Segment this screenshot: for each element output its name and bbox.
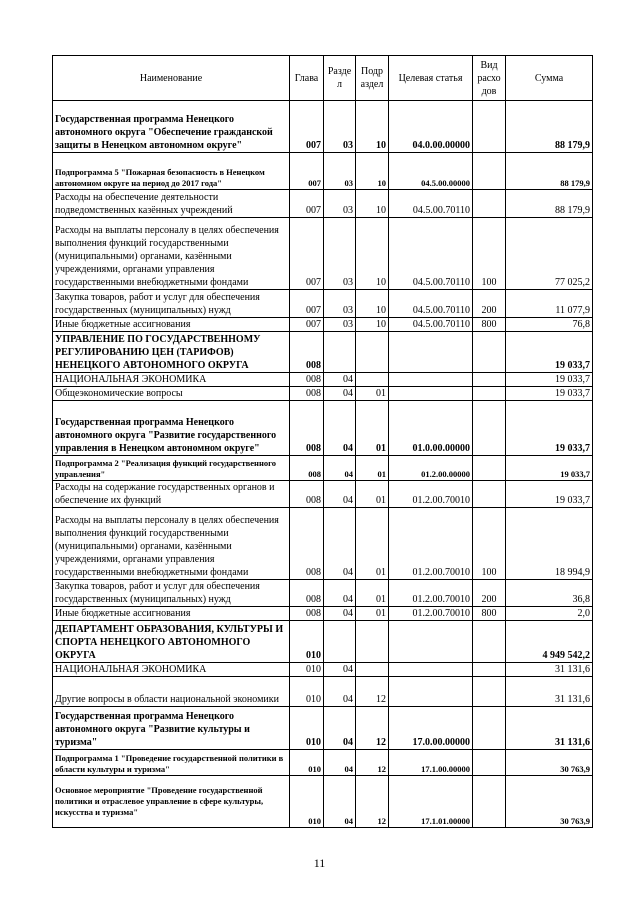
cell-podrazdel: 12 (356, 677, 389, 707)
cell-vr (473, 401, 506, 456)
cell-glava: 010 (290, 677, 324, 707)
cell-glava: 008 (290, 373, 324, 387)
cell-glava: 010 (290, 750, 324, 776)
cell-vr (473, 663, 506, 677)
cell-csr: 01.2.00.00000 (389, 456, 473, 481)
cell-glava: 008 (290, 481, 324, 508)
cell-podrazdel: 10 (356, 318, 389, 332)
cell-name: Расходы на содержание государственных органов и обеспечение их функций (53, 481, 290, 508)
cell-name: Расходы на обеспечение деятельности подведомственных казённых учреждений (53, 190, 290, 218)
page-number: 11 (313, 856, 326, 870)
cell-csr (389, 332, 473, 373)
cell-sum: 31 131,6 (506, 663, 593, 677)
table-row (53, 332, 593, 373)
cell-razdel: 04 (324, 481, 356, 508)
cell-podrazdel: 12 (356, 707, 389, 750)
cell-podrazdel: 01 (356, 387, 389, 401)
cell-razdel: 03 (324, 218, 356, 290)
cell-name: Подпрограмма 2 "Реализация функций государственного управления" (53, 456, 290, 481)
cell-csr: 01.2.00.70010 (389, 580, 473, 607)
table-row (53, 621, 593, 663)
cell-podrazdel: 10 (356, 218, 389, 290)
cell-name: Расходы на выплаты персоналу в целях обеспечения выполнения функций государственными (муниципальными) органами, казёнными учреждениями, органами управления государственными внебюджетными фондами (53, 508, 290, 580)
table-row (53, 677, 593, 707)
cell-glava: 007 (290, 290, 324, 318)
table-row (53, 153, 593, 190)
cell-name: Основное мероприятие "Проведение государственной политики и отраслевое управление в сфере культуры, искусства и туризма" (53, 776, 290, 828)
cell-vr: 200 (473, 290, 506, 318)
cell-name: Государственная программа Ненецкого автономного округа "Обеспечение гражданской защиты в Ненецком автономном округе" (53, 101, 290, 153)
cell-razdel: 04 (324, 776, 356, 828)
cell-razdel: 04 (324, 607, 356, 621)
table-row (53, 580, 593, 607)
cell-glava: 008 (290, 607, 324, 621)
cell-csr (389, 663, 473, 677)
table-row (53, 456, 593, 481)
cell-vr (473, 707, 506, 750)
table-row (53, 101, 593, 153)
cell-podrazdel: 10 (356, 290, 389, 318)
cell-vr: 800 (473, 607, 506, 621)
cell-csr: 01.2.00.70010 (389, 481, 473, 508)
cell-vr: 200 (473, 580, 506, 607)
cell-name: НАЦИОНАЛЬНАЯ ЭКОНОМИКА (53, 663, 290, 677)
cell-name: УПРАВЛЕНИЕ ПО ГОСУДАРСТВЕННОМУ РЕГУЛИРОВАНИЮ ЦЕН (ТАРИФОВ) НЕНЕЦКОГО АВТОНОМНОГО ОКРУГА (53, 332, 290, 373)
cell-podrazdel (356, 663, 389, 677)
cell-csr (389, 621, 473, 663)
cell-podrazdel: 10 (356, 190, 389, 218)
col-header-csr: Целевая статья (389, 56, 473, 101)
cell-razdel: 03 (324, 318, 356, 332)
cell-name: Расходы на выплаты персоналу в целях обеспечения выполнения функций государственными (муниципальными) органами, казёнными учреждениями, органами управления государственными внебюджетными фондами (53, 218, 290, 290)
cell-name: Закупка товаров, работ и услуг для обеспечения государственных (муниципальных) нужд (53, 580, 290, 607)
cell-name: Закупка товаров, работ и услуг для обеспечения государственных (муниципальных) нужд (53, 290, 290, 318)
cell-razdel: 04 (324, 508, 356, 580)
cell-sum: 18 994,9 (506, 508, 593, 580)
table-row (53, 707, 593, 750)
cell-name: Другие вопросы в области национальной экономики (53, 677, 290, 707)
cell-sum: 19 033,7 (506, 387, 593, 401)
col-header-vr: Вид расхо дов (473, 56, 506, 101)
cell-csr: 04.5.00.70110 (389, 190, 473, 218)
cell-razdel: 03 (324, 290, 356, 318)
cell-sum: 19 033,7 (506, 401, 593, 456)
table-header-row (53, 56, 593, 101)
cell-glava: 007 (290, 318, 324, 332)
cell-glava: 008 (290, 401, 324, 456)
cell-csr: 04.5.00.70110 (389, 218, 473, 290)
table-row (53, 776, 593, 828)
cell-sum: 30 763,9 (506, 776, 593, 828)
cell-csr: 01.2.00.70010 (389, 508, 473, 580)
cell-glava: 010 (290, 776, 324, 828)
cell-csr (389, 387, 473, 401)
cell-name: ДЕПАРТАМЕНТ ОБРАЗОВАНИЯ, КУЛЬТУРЫ И СПОРТА НЕНЕЦКОГО АВТОНОМНОГО ОКРУГА (53, 621, 290, 663)
cell-sum: 11 077,9 (506, 290, 593, 318)
cell-podrazdel: 12 (356, 750, 389, 776)
cell-sum: 76,8 (506, 318, 593, 332)
cell-podrazdel: 10 (356, 153, 389, 190)
cell-vr: 100 (473, 218, 506, 290)
cell-vr (473, 776, 506, 828)
cell-vr (473, 101, 506, 153)
cell-glava: 010 (290, 707, 324, 750)
cell-glava: 010 (290, 663, 324, 677)
cell-name: Иные бюджетные ассигнования (53, 607, 290, 621)
cell-podrazdel: 01 (356, 580, 389, 607)
cell-name: Государственная программа Ненецкого автономного округа "Развитие культуры и туризма" (53, 707, 290, 750)
cell-csr: 04.5.00.70110 (389, 290, 473, 318)
cell-name: Подпрограмма 5 "Пожарная безопасность в Ненецком автономном округе на период до 2017 года" (53, 153, 290, 190)
cell-name: НАЦИОНАЛЬНАЯ ЭКОНОМИКА (53, 373, 290, 387)
cell-sum: 4 949 542,2 (506, 621, 593, 663)
cell-vr (473, 387, 506, 401)
cell-razdel: 04 (324, 580, 356, 607)
cell-vr: 800 (473, 318, 506, 332)
cell-razdel: 04 (324, 750, 356, 776)
cell-vr: 100 (473, 508, 506, 580)
cell-glava: 008 (290, 387, 324, 401)
cell-vr (473, 677, 506, 707)
cell-podrazdel: 01 (356, 456, 389, 481)
cell-name: Общеэкономические вопросы (53, 387, 290, 401)
cell-razdel: 03 (324, 153, 356, 190)
cell-vr (473, 750, 506, 776)
table-row (53, 401, 593, 456)
cell-csr (389, 677, 473, 707)
cell-razdel: 04 (324, 373, 356, 387)
cell-podrazdel (356, 332, 389, 373)
cell-csr: 04.5.00.70110 (389, 318, 473, 332)
cell-csr: 17.0.00.00000 (389, 707, 473, 750)
table-row (53, 607, 593, 621)
col-header-glava: Глава (290, 56, 324, 101)
cell-razdel: 04 (324, 456, 356, 481)
cell-csr (389, 373, 473, 387)
cell-name: Государственная программа Ненецкого автономного округа "Развитие государственного управления в Ненецком автономном округе" (53, 401, 290, 456)
table-row (53, 318, 593, 332)
cell-vr (473, 621, 506, 663)
cell-glava: 007 (290, 101, 324, 153)
cell-podrazdel: 01 (356, 508, 389, 580)
cell-sum: 88 179,9 (506, 153, 593, 190)
cell-podrazdel: 10 (356, 101, 389, 153)
cell-sum: 36,8 (506, 580, 593, 607)
table-row (53, 750, 593, 776)
table-row (53, 373, 593, 387)
cell-sum: 31 131,6 (506, 677, 593, 707)
cell-razdel: 03 (324, 101, 356, 153)
cell-razdel (324, 621, 356, 663)
cell-sum: 88 179,9 (506, 101, 593, 153)
cell-vr (473, 332, 506, 373)
cell-glava: 008 (290, 580, 324, 607)
cell-csr: 17.1.00.00000 (389, 750, 473, 776)
cell-podrazdel: 01 (356, 607, 389, 621)
cell-sum: 77 025,2 (506, 218, 593, 290)
cell-razdel (324, 332, 356, 373)
cell-csr: 01.0.00.00000 (389, 401, 473, 456)
cell-podrazdel (356, 621, 389, 663)
cell-podrazdel: 12 (356, 776, 389, 828)
cell-vr (473, 456, 506, 481)
cell-name: Подпрограмма 1 "Проведение государственной политики в области культуры и туризма" (53, 750, 290, 776)
cell-sum: 19 033,7 (506, 373, 593, 387)
cell-vr (473, 153, 506, 190)
cell-sum: 88 179,9 (506, 190, 593, 218)
cell-podrazdel: 01 (356, 401, 389, 456)
table-row (53, 387, 593, 401)
cell-glava: 007 (290, 153, 324, 190)
cell-csr: 17.1.01.00000 (389, 776, 473, 828)
col-header-podrazdel: Подр аздел (356, 56, 389, 101)
cell-vr (473, 373, 506, 387)
cell-razdel: 04 (324, 707, 356, 750)
col-header-razdel: Разде л (324, 56, 356, 101)
cell-csr: 04.5.00.00000 (389, 153, 473, 190)
cell-podrazdel (356, 373, 389, 387)
cell-glava: 008 (290, 508, 324, 580)
cell-glava: 008 (290, 456, 324, 481)
cell-glava: 010 (290, 621, 324, 663)
cell-glava: 007 (290, 190, 324, 218)
cell-sum: 31 131,6 (506, 707, 593, 750)
cell-sum: 19 033,7 (506, 481, 593, 508)
cell-podrazdel: 01 (356, 481, 389, 508)
cell-razdel: 04 (324, 677, 356, 707)
table-row (53, 481, 593, 508)
table-row (53, 290, 593, 318)
col-header-name: Наименование (53, 56, 290, 101)
table-row (53, 190, 593, 218)
table-row (53, 508, 593, 580)
cell-name: Иные бюджетные ассигнования (53, 318, 290, 332)
table-row (53, 663, 593, 677)
cell-vr (473, 190, 506, 218)
budget-table (52, 55, 593, 828)
col-header-sum: Сумма (506, 56, 593, 101)
cell-razdel: 03 (324, 190, 356, 218)
cell-csr: 01.2.00.70010 (389, 607, 473, 621)
cell-vr (473, 481, 506, 508)
table-row (53, 218, 593, 290)
cell-csr: 04.0.00.00000 (389, 101, 473, 153)
cell-razdel: 04 (324, 401, 356, 456)
cell-sum: 19 033,7 (506, 332, 593, 373)
cell-sum: 2,0 (506, 607, 593, 621)
cell-glava: 007 (290, 218, 324, 290)
cell-glava: 008 (290, 332, 324, 373)
cell-sum: 19 033,7 (506, 456, 593, 481)
cell-sum: 30 763,9 (506, 750, 593, 776)
cell-razdel: 04 (324, 387, 356, 401)
cell-razdel: 04 (324, 663, 356, 677)
